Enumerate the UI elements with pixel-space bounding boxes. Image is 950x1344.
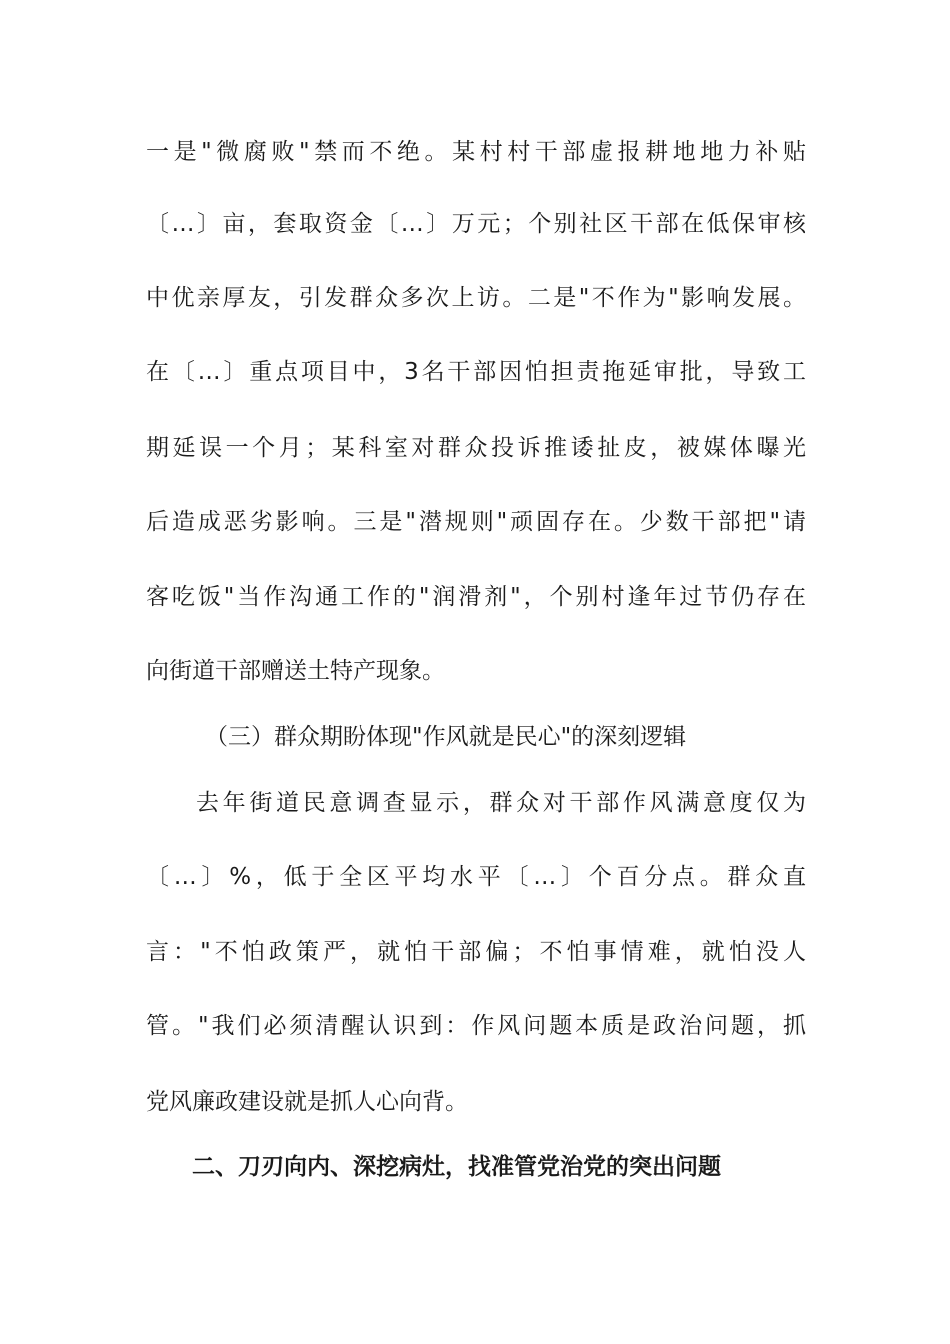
paragraph1-line-7: 客吃饭"当作沟通工作的"润滑剂"，个别村逢年过节仍存在 bbox=[146, 584, 806, 610]
paragraph1-line-8: 向街道干部赠送土特产现象。 bbox=[146, 658, 445, 684]
paragraph1-line-6: 后造成恶劣影响。三是"潜规则"顽固存在。少数干部把"请 bbox=[146, 509, 806, 535]
paragraph1-line-3: 中优亲厚友，引发群众多次上访。二是"不作为"影响发展。 bbox=[146, 285, 806, 311]
paragraph2-line-4: 管。"我们必须清醒认识到：作风问题本质是政治问题，抓 bbox=[146, 1013, 806, 1039]
paragraph2-line-3: 言："不怕政策严，就怕干部偏；不怕事情难，就怕没人 bbox=[146, 939, 806, 965]
paragraph1-line-4: 在〔…〕重点项目中，3名干部因怕担责拖延审批，导致工 bbox=[146, 359, 806, 385]
paragraph1-line-5: 期延误一个月；某科室对群众投诉推诿扯皮，被媒体曝光 bbox=[146, 435, 806, 461]
paragraph1-line-1: 一是"微腐败"禁而不绝。某村村干部虚报耕地地力补贴 bbox=[146, 139, 806, 165]
paragraph2-line-5: 党风廉政建设就是抓人心向背。 bbox=[146, 1089, 468, 1115]
paragraph1-line-2: 〔…〕亩，套取资金〔…〕万元；个别社区干部在低保审核 bbox=[146, 211, 806, 237]
paragraph2-line-2: 〔…〕%，低于全区平均水平〔…〕个百分点。群众直 bbox=[146, 864, 806, 890]
section-2-heading: 二、刀刃向内、深挖病灶，找准管党治党的突出问题 bbox=[192, 1154, 721, 1180]
paragraph2-line-1: 去年街道民意调查显示，群众对干部作风满意度仅为 bbox=[196, 790, 806, 816]
subheading-3: （三）群众期盼体现"作风就是民心"的深刻逻辑 bbox=[205, 724, 687, 750]
